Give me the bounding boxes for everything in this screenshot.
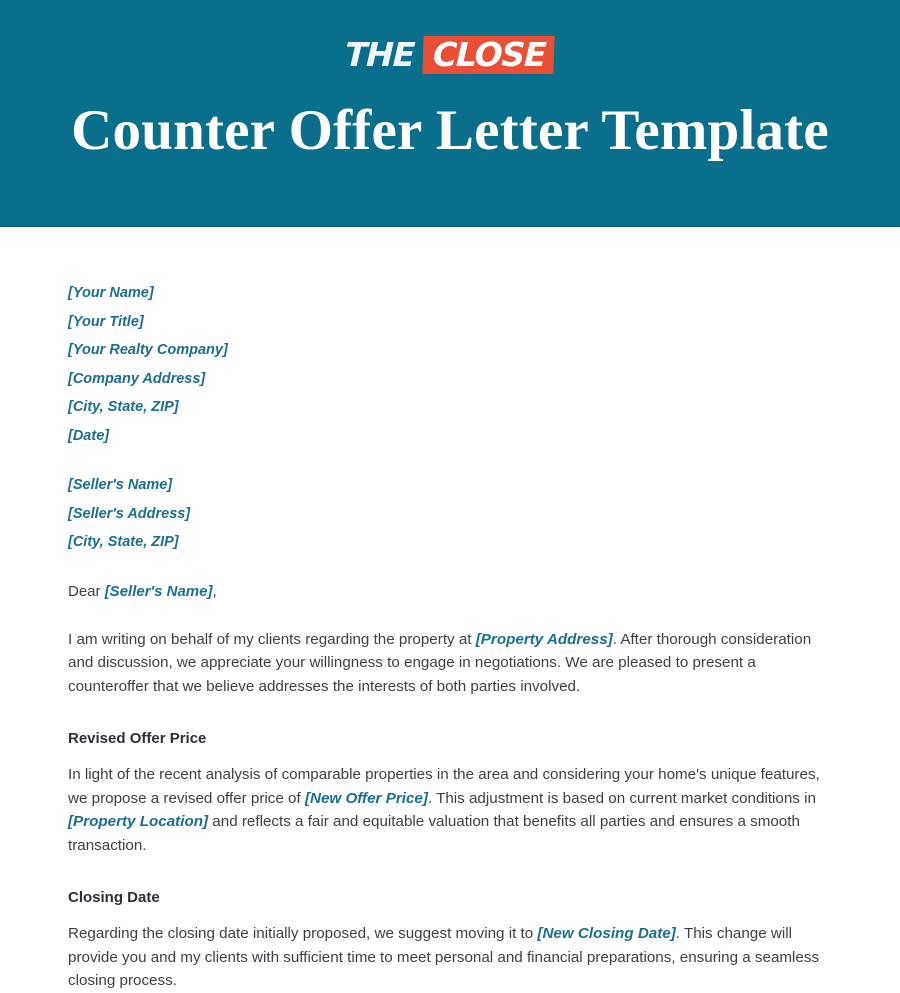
sender-company-line: [Your Realty Company] — [68, 342, 228, 358]
logo-word-close: CLOSE — [432, 35, 547, 74]
sender-date-line: [Date] — [68, 427, 110, 444]
section-paragraph-revised-offer-price — [68, 763, 820, 857]
recipient-city-line: [City, State, ZIP] — [68, 534, 179, 550]
section-paragraph-closing-date — [68, 922, 820, 993]
sender-address-block — [68, 227, 832, 450]
logo-accent-box — [423, 36, 556, 74]
recipient-address-block — [68, 450, 832, 557]
page-title: Counter Offer Letter Template — [71, 99, 829, 162]
recipient-name-line: [Seller's Name] — [68, 477, 173, 493]
sender-city-line: [City, State, ZIP] — [68, 399, 179, 415]
sender-title-line: [Your Title] — [68, 313, 144, 330]
intro-placeholder-property-address: [Property Address] — [475, 630, 613, 648]
offer-text-part-3: and reflects a fair and equitable valuation that benefits all parties and ensures a smooth transaction. — [68, 813, 800, 854]
intro-paragraph — [68, 628, 820, 699]
intro-text-part-1: I am writing on behalf of my clients regarding the property at — [68, 630, 476, 648]
sender-name-line: [Your Name] — [68, 285, 154, 301]
salutation-placeholder: [Seller's Name] — [104, 582, 213, 600]
recipient-address-line: [Seller's Address] — [68, 505, 191, 522]
salutation-line — [68, 580, 832, 604]
section-heading-closing-date: Closing Date — [68, 889, 160, 906]
closing-text-part-2: . This change will provide you and my clients with sufficient time to meet personal and financial preparations, ensuring a seamless closing process. — [68, 925, 820, 989]
closing-text-part-1: Regarding the closing date initially proposed, we suggest moving it to — [68, 925, 538, 942]
the-close-logo — [345, 36, 555, 74]
offer-placeholder-property-location: [Property Location] — [68, 813, 209, 830]
closing-placeholder-new-closing-date: [New Closing Date] — [537, 925, 676, 942]
sender-address-line: [Company Address] — [68, 370, 206, 387]
page-header-banner — [0, 0, 900, 227]
letter-body — [0, 227, 900, 993]
intro-text-part-2: . After thorough consideration and discussion, we appreciate your willingness to engage in negotiations. We are pleased to present a counteroffer that we believe addresses the interests of both parties involved. — [68, 630, 812, 695]
offer-placeholder-new-offer-price: [New Offer Price] — [304, 789, 428, 807]
section-heading-revised-offer-price: Revised Offer Price — [68, 730, 207, 747]
logo-word-the: THE — [344, 35, 416, 74]
salutation-suffix: , — [212, 582, 217, 600]
offer-text-part-2: . This adjustment is based on current market conditions in — [427, 789, 816, 807]
offer-text-part-1: In light of the recent analysis of comparable properties in the area and considering your home's unique features, we propose a revised offer price of — [68, 766, 820, 807]
salutation-prefix: Dear — [68, 582, 105, 600]
